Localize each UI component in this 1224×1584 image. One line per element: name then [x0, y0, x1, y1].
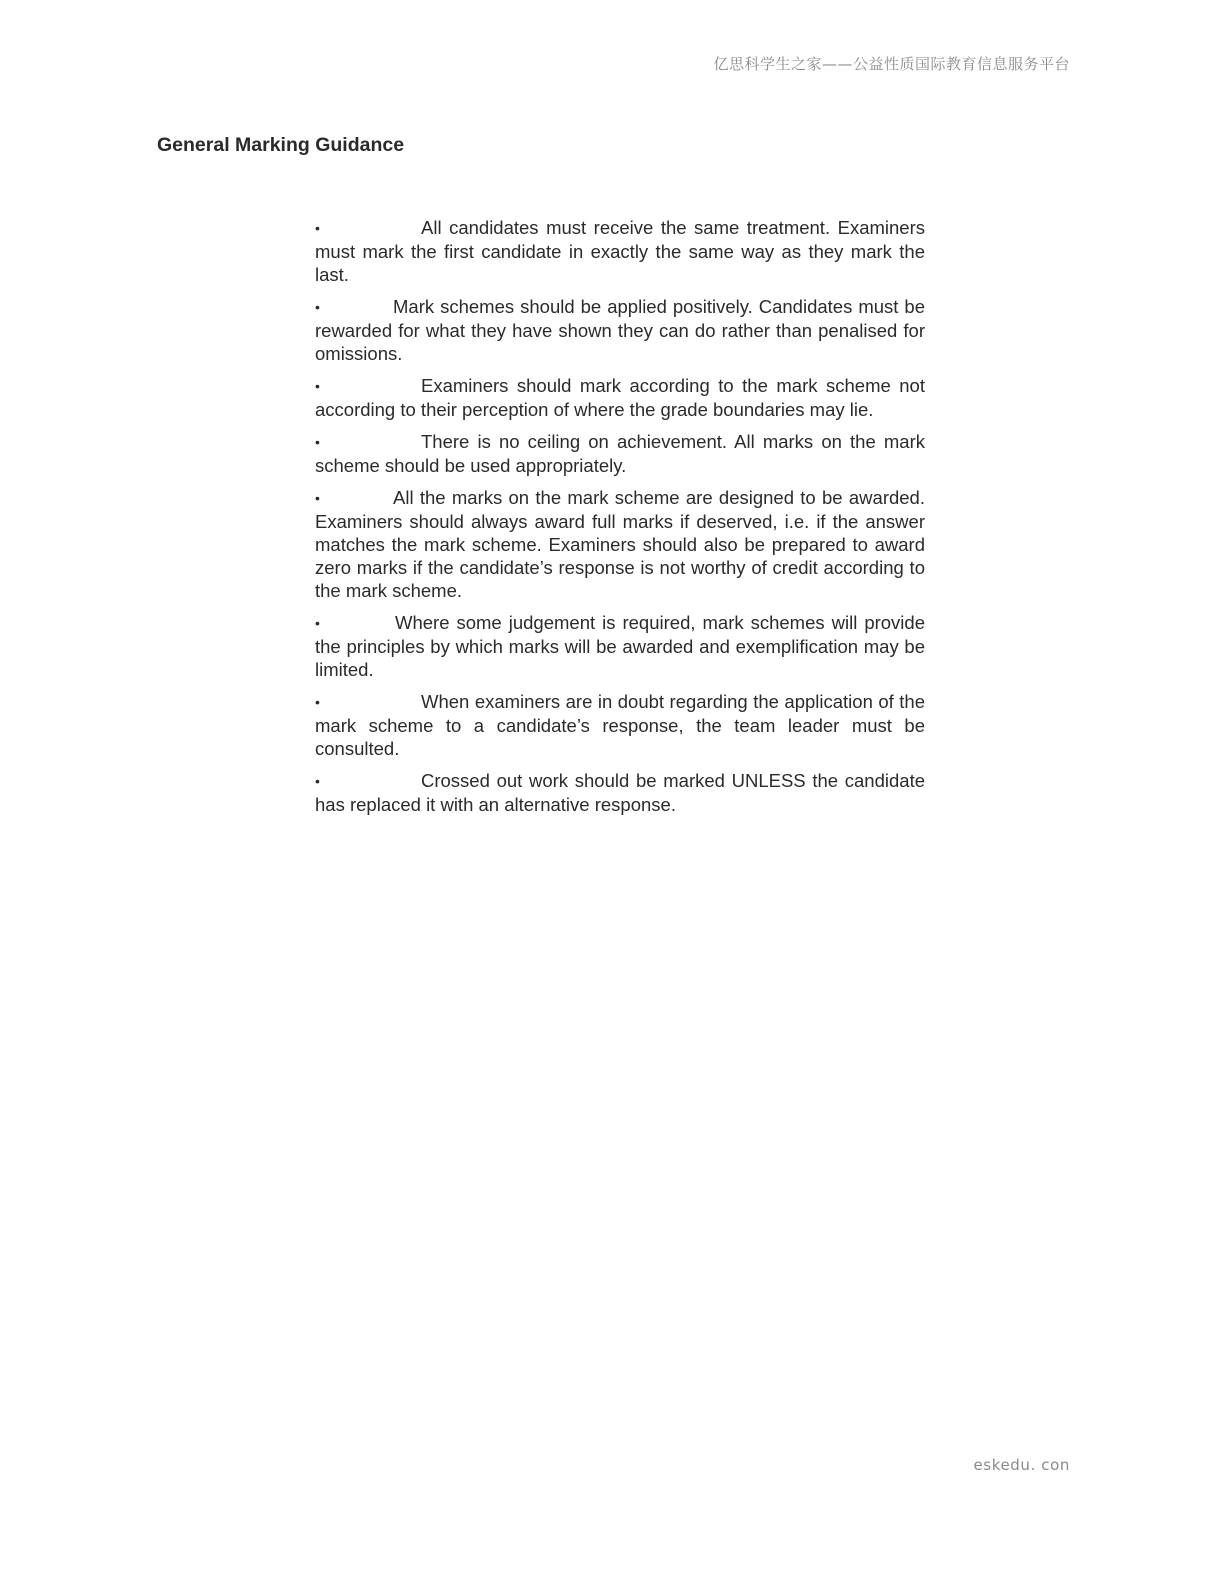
guidance-text: Examiners should mark according to the mark scheme not according to their perception of where the grade boundaries may lie. [315, 375, 925, 420]
bullet-icon: • [315, 615, 320, 631]
guidance-text: All candidates must receive the same treatment. Examiners must mark the first candidate in exactly the same way as they mark the last. [315, 217, 925, 285]
guidance-text: When examiners are in doubt regarding the application of the mark scheme to a candidate’s response, the team leader must be consulted. [315, 691, 925, 759]
guidance-item [315, 430, 925, 477]
guidance-item [315, 611, 925, 681]
guidance-item [315, 295, 925, 365]
bullet-icon: • [315, 490, 320, 506]
guidance-item [315, 374, 925, 421]
guidance-item [315, 216, 925, 286]
guidance-item [315, 690, 925, 760]
page-title: General Marking Guidance [157, 134, 405, 156]
guidance-text: Crossed out work should be marked UNLESS the candidate has replaced it with an alternative response. [315, 770, 925, 815]
bullet-icon: • [315, 434, 320, 450]
guidance-text: All the marks on the mark scheme are designed to be awarded. Examiners should always award full marks if deserved, i.e. if the answer matches the mark scheme. Examiners should also be prepared to award zero marks if the candidate’s response is not worthy of credit according to the mark scheme. [315, 487, 925, 601]
bullet-icon: • [315, 220, 320, 236]
guidance-text: There is no ceiling on achievement. All marks on the mark scheme should be used appropriately. [315, 431, 925, 476]
bullet-icon: • [315, 773, 320, 789]
guidance-text: Where some judgement is required, mark schemes will provide the principles by which marks will be awarded and exemplification may be limited. [315, 612, 925, 680]
header-watermark: 亿思科学生之家——公益性质国际教育信息服务平台 [713, 55, 1070, 73]
guidance-text: Mark schemes should be applied positively. Candidates must be rewarded for what they have shown they can do rather than penalised for omissions. [315, 296, 925, 364]
bullet-icon: • [315, 299, 320, 315]
footer-watermark: eskedu. con [973, 1456, 1070, 1474]
guidance-list [315, 216, 925, 825]
guidance-item [315, 769, 925, 816]
bullet-icon: • [315, 694, 320, 710]
guidance-item [315, 486, 925, 602]
bullet-icon: • [315, 378, 320, 394]
